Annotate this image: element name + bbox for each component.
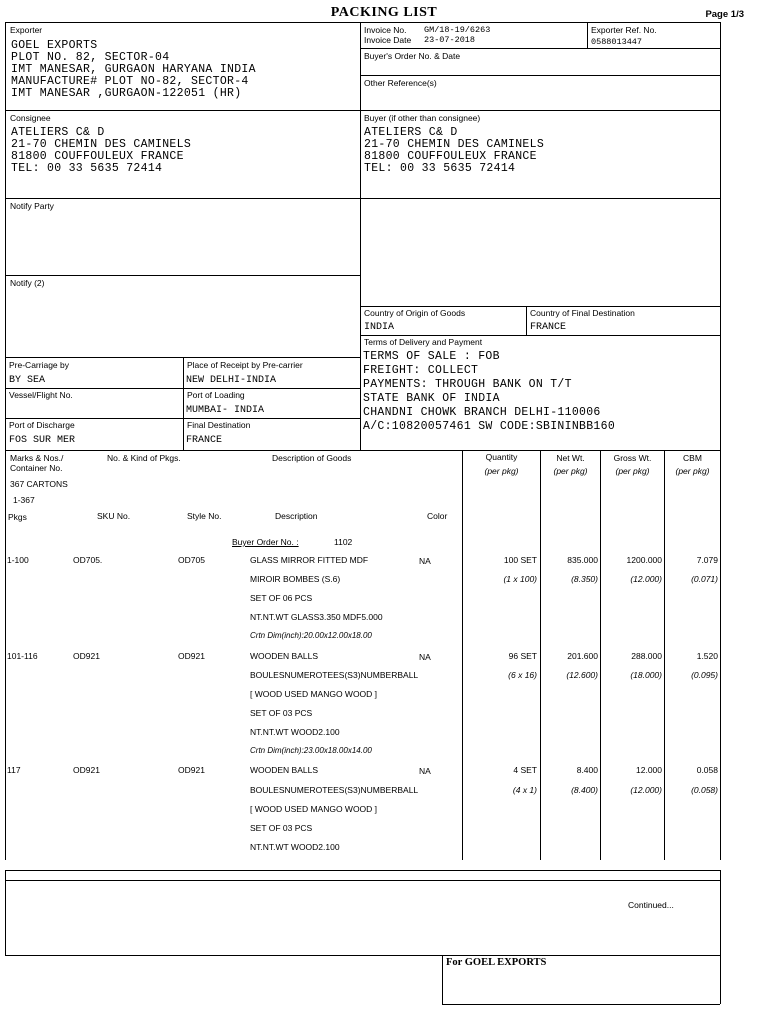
- item-gross: 1200.000: [626, 555, 662, 565]
- other-reference-label: Other Reference(s): [364, 78, 437, 88]
- item-color: NA: [419, 652, 431, 662]
- cbm-per-pkg: (per pkg): [675, 466, 710, 476]
- page-number: Page 1/3: [705, 9, 744, 20]
- item-cbm-pkg: (0.071): [691, 574, 718, 584]
- item-desc-line: BOULESNUMEROTEES(S3)NUMBERBALL: [250, 785, 419, 795]
- cbm-header: CBM: [683, 453, 702, 463]
- buyer-order-no: 1102: [334, 537, 353, 547]
- invoice-no: GM/18-19/6263: [424, 25, 491, 35]
- item-style: OD705: [178, 555, 205, 565]
- exporter-line: IMT MANESAR ,GURGAON-122051 (HR): [11, 87, 242, 100]
- quantity-header: Quantity: [485, 452, 518, 462]
- exporter-line: GOEL EXPORTS: [11, 39, 98, 52]
- col-description: Description: [275, 511, 318, 521]
- item-cbm: 1.520: [696, 651, 718, 661]
- item-net-pkg: (8.350): [571, 574, 598, 584]
- col-style: Style No.: [187, 511, 222, 521]
- consignee-line: 21-70 CHEMIN DES CAMINELS: [11, 138, 192, 151]
- item-net: 8.400: [576, 765, 598, 775]
- buyer-order-label: Buyer Order No. :: [232, 537, 299, 547]
- item-desc-line: [ WOOD USED MANGO WOOD ]: [250, 804, 378, 814]
- consignee-line: TEL: 00 33 5635 72414: [11, 162, 163, 175]
- item-desc-line: WOODEN BALLS: [250, 651, 319, 661]
- document-title: PACKING LIST: [330, 5, 438, 20]
- item-qty: 100 SET: [503, 555, 537, 565]
- item-sku: OD921: [73, 651, 100, 661]
- exporter-label: Exporter: [10, 25, 43, 35]
- item-cbm-pkg: (0.095): [691, 670, 718, 680]
- net-per-pkg: (per pkg): [553, 466, 588, 476]
- item-net: 835.000: [567, 555, 598, 565]
- item-cbm: 0.058: [696, 765, 718, 775]
- exporter-ref-label: Exporter Ref. No.: [591, 25, 657, 35]
- item-pkgs: 1-100: [7, 555, 29, 565]
- kind-of-pkgs-label: No. & Kind of Pkgs.: [107, 453, 181, 463]
- gross-per-pkg: (per pkg): [615, 466, 650, 476]
- carton-range: 1-367: [13, 495, 35, 505]
- consignee-label: Consignee: [10, 113, 51, 123]
- item-desc-line: SET OF 06 PCS: [250, 593, 313, 603]
- buyers-order-label: Buyer's Order No. & Date: [364, 51, 461, 61]
- vessel-label: Vessel/Flight No.: [9, 390, 73, 400]
- item-qty: 96 SET: [508, 651, 537, 661]
- port-discharge-label: Port of Discharge: [9, 420, 75, 430]
- item-qty-pkg: (6 x 16): [508, 670, 537, 680]
- final-destination-value: FRANCE: [186, 435, 223, 446]
- item-pkgs: 101-116: [7, 651, 38, 661]
- cartons-count: 367 CARTONS: [10, 479, 68, 489]
- item-desc-line: WOODEN BALLS: [250, 765, 319, 775]
- item-qty-pkg: (1 x 100): [503, 574, 537, 584]
- port-loading-label: Port of Loading: [187, 390, 245, 400]
- item-sku: OD921: [73, 765, 100, 775]
- place-receipt-value: NEW DELHI-INDIA: [186, 375, 277, 386]
- marks-label: Marks & Nos./: [10, 453, 64, 463]
- buyer-line: 21-70 CHEMIN DES CAMINELS: [364, 138, 545, 151]
- item-cbm-pkg: (0.058): [691, 785, 718, 795]
- col-pkgs: Pkgs: [8, 512, 27, 522]
- item-color: NA: [419, 766, 431, 776]
- exporter-line: IMT MANESAR, GURGAON HARYANA INDIA: [11, 63, 256, 76]
- item-sku: OD705.: [73, 555, 103, 565]
- exporter-line: MANUFACTURE# PLOT NO-82, SECTOR-4: [11, 75, 249, 88]
- notify-party-label: Notify Party: [10, 201, 54, 211]
- place-receipt-label: Place of Receipt by Pre-carrier: [187, 360, 303, 370]
- item-desc-line: SET OF 03 PCS: [250, 823, 313, 833]
- terms-line: CHANDNI CHOWK BRANCH DELHI-110006: [363, 406, 601, 419]
- exporter-ref-value: 0588013447: [591, 37, 643, 47]
- description-of-goods-label: Description of Goods: [272, 453, 352, 463]
- port-loading-value: MUMBAI- INDIA: [186, 405, 265, 416]
- item-desc-line: GLASS MIRROR FITTED MDF: [250, 555, 369, 565]
- consignee-line: 81800 COUFFOULEUX FRANCE: [11, 150, 184, 163]
- continued-text: Continued...: [628, 900, 674, 910]
- invoice-date-label: Invoice Date: [364, 35, 412, 45]
- signature-label: For GOEL EXPORTS: [446, 957, 547, 968]
- quantity-per-pkg: (per pkg): [484, 466, 519, 476]
- terms-line: A/C:10820057461 SW CODE:SBININBB160: [363, 420, 616, 433]
- item-desc-line: SET OF 03 PCS: [250, 708, 313, 718]
- exporter-line: PLOT NO. 82, SECTOR-04: [11, 51, 170, 64]
- item-net: 201.600: [567, 651, 598, 661]
- item-gross-pkg: (18.000): [630, 670, 662, 680]
- invoice-date: 23-07-2018: [424, 35, 476, 45]
- item-gross: 12.000: [636, 765, 662, 775]
- port-discharge-value: FOS SUR MER: [9, 435, 76, 446]
- item-carton-dim: Crtn Dim(inch):23.00x18.00x14.00: [250, 746, 372, 755]
- item-pkgs: 117: [7, 765, 21, 775]
- item-desc-line: NT.NT.WT WOOD2.100: [250, 842, 340, 852]
- item-cbm: 7.079: [696, 555, 718, 565]
- terms-line: FREIGHT: COLLECT: [363, 364, 479, 377]
- item-desc-line: NT.NT.WT WOOD2.100: [250, 727, 340, 737]
- item-gross-pkg: (12.000): [630, 574, 662, 584]
- buyer-line: TEL: 00 33 5635 72414: [364, 162, 516, 175]
- col-color: Color: [427, 511, 448, 521]
- item-net-pkg: (8.400): [571, 785, 598, 795]
- notify2-label: Notify (2): [10, 278, 45, 288]
- item-gross-pkg: (12.000): [630, 785, 662, 795]
- net-wt-header: Net Wt.: [556, 453, 585, 463]
- pre-carriage-label: Pre-Carriage by: [9, 360, 69, 370]
- buyer-line: ATELIERS C& D: [364, 126, 458, 139]
- buyer-label: Buyer (if other than consignee): [364, 113, 481, 123]
- item-color: NA: [419, 556, 431, 566]
- origin-label: Country of Origin of Goods: [364, 308, 466, 318]
- item-qty-pkg: (4 x 1): [512, 785, 537, 795]
- col-sku: SKU No.: [97, 511, 131, 521]
- terms-label: Terms of Delivery and Payment: [364, 337, 483, 347]
- pre-carriage-value: BY SEA: [9, 375, 46, 386]
- final-dest-country-label: Country of Final Destination: [530, 308, 635, 318]
- item-carton-dim: Crtn Dim(inch):20.00x12.00x18.00: [250, 631, 372, 640]
- origin-value: INDIA: [364, 322, 395, 333]
- invoice-no-label: Invoice No.: [364, 25, 407, 35]
- item-desc-line: BOULESNUMEROTEES(S3)NUMBERBALL: [250, 670, 419, 680]
- terms-line: TERMS OF SALE : FOB: [363, 350, 500, 363]
- container-label: Container No.: [10, 463, 63, 473]
- consignee-line: ATELIERS C& D: [11, 126, 105, 139]
- terms-line: STATE BANK OF INDIA: [363, 392, 500, 405]
- item-qty: 4 SET: [513, 765, 537, 775]
- terms-line: PAYMENTS: THROUGH BANK ON T/T: [363, 378, 572, 391]
- final-dest-country-value: FRANCE: [530, 322, 567, 333]
- item-desc-line: [ WOOD USED MANGO WOOD ]: [250, 689, 378, 699]
- item-desc-line: NT.NT.WT GLASS3.350 MDF5.000: [250, 612, 383, 622]
- buyer-line: 81800 COUFFOULEUX FRANCE: [364, 150, 537, 163]
- gross-wt-header: Gross Wt.: [613, 453, 652, 463]
- item-style: OD921: [178, 651, 205, 661]
- item-desc-line: MIROIR BOMBES (S.6): [250, 574, 341, 584]
- final-destination-label: Final Destination: [187, 420, 251, 430]
- item-style: OD921: [178, 765, 205, 775]
- item-gross: 288.000: [631, 651, 662, 661]
- item-net-pkg: (12.600): [566, 670, 598, 680]
